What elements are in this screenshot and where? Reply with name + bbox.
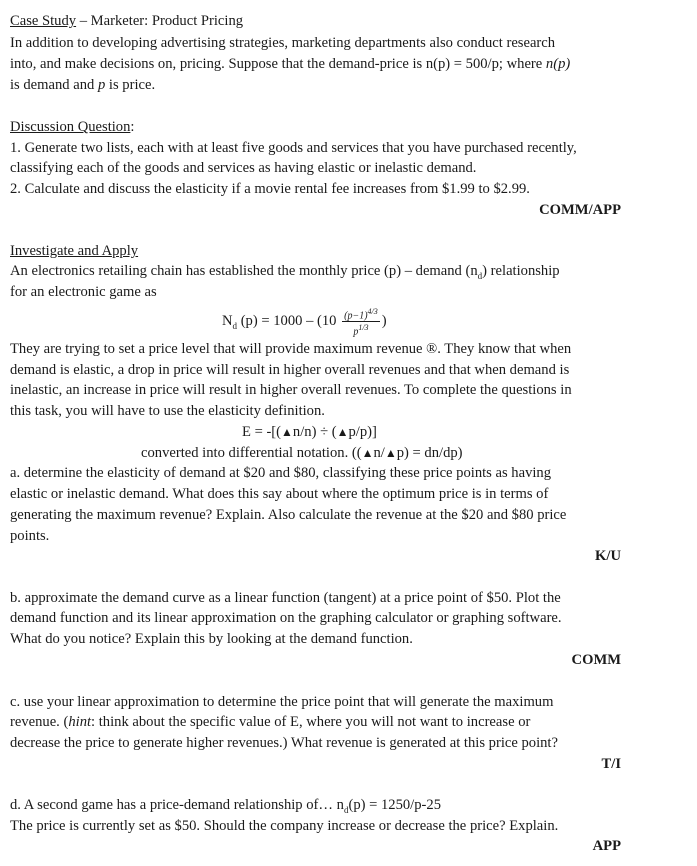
part-a-tag: K/U — [595, 548, 621, 564]
investigate-line-1-sub: d — [477, 270, 483, 281]
investigate-heading-text: Investigate and Apply — [10, 243, 139, 259]
intro-line-3c: is price. — [105, 77, 156, 93]
formula-num-text: (p−1) — [344, 310, 368, 322]
part-c-line-2c: : think about the specific value of E, where you will not want to increase or — [91, 714, 531, 730]
formula-num-exp: 4/3 — [367, 307, 378, 316]
demand-formula — [222, 306, 387, 338]
formula-n: N — [222, 313, 233, 330]
delta-triangle-icon: ▲ — [281, 425, 293, 439]
discussion-heading-colon: : — [130, 119, 135, 135]
part-d-sub: d — [343, 804, 349, 815]
delta-triangle-icon: ▲ — [336, 425, 349, 439]
intro-npfunc: n(p) — [545, 56, 571, 72]
investigate-para-2: demand is elastic, a drop in price will result in higher overall revenues and that when demand is — [10, 362, 570, 378]
formula-sub: d — [232, 321, 238, 332]
part-c-hint: hint — [68, 714, 92, 730]
converted-c: p) = dn/dp) — [396, 445, 463, 461]
elasticity-formula — [242, 423, 377, 441]
discussion-heading-text: Discussion Question — [10, 119, 131, 135]
intro-line-2-text: into, and make decisions on, pricing. Suppose that the demand-price is n(p) = 500/p; where — [10, 56, 546, 72]
investigate-line-1b: ) relationship — [482, 263, 560, 279]
elasticity-b: n/n) ÷ ( — [292, 424, 337, 440]
intro-line-1: In addition to developing advertising strategies, marketing departments also conduct research — [10, 35, 556, 51]
part-c-line-2 — [10, 713, 530, 731]
investigate-para-1: They are trying to set a price level that will provide maximum revenue ®. They know that when — [10, 341, 572, 357]
formula-denominator — [342, 322, 380, 337]
part-c-tag: T/I — [601, 756, 621, 772]
part-b-tag: COMM — [571, 652, 621, 668]
investigate-heading — [10, 242, 138, 260]
intro-line-3 — [10, 76, 155, 94]
intro-p-var: p — [97, 77, 106, 93]
formula-body: (p) = 1000 – (10 — [237, 313, 341, 330]
part-a-line-1: a. determine the elasticity of demand at $20 and $80, classifying these price points as having — [10, 465, 552, 481]
elasticity-a: E = -[( — [242, 424, 282, 440]
converted-b: n/ — [373, 445, 385, 461]
discussion-item-1-line-1: 1. Generate two lists, each with at least five goods and services that you have purchased recently, — [10, 140, 577, 156]
formula-den-text: p — [353, 326, 359, 338]
discussion-item-1-line-2: classifying each of the goods and services as having elastic or inelastic demand. — [10, 160, 477, 176]
investigate-para-3: inelastic, an increase in price will result in higher overall revenues. To complete the questions in — [10, 382, 572, 398]
discussion-heading — [10, 118, 134, 136]
discussion-tag: COMM/APP — [539, 202, 621, 218]
converted-a: converted into differential notation. (( — [141, 445, 362, 461]
part-d-line-1a: d. A second game has a price-demand relationship of… n — [10, 797, 344, 813]
part-d-line-1 — [10, 796, 441, 819]
investigate-line-1 — [10, 262, 560, 285]
part-b-line-2: demand function and its linear approximation on the graphing calculator or graphing software. — [10, 610, 562, 626]
part-b-line-3: What do you notice? Explain this by looking at the demand function. — [10, 631, 413, 647]
part-c-line-2a: revenue. ( — [10, 714, 69, 730]
intro-line-3a: is demand and — [10, 77, 98, 93]
intro-line-2 — [10, 55, 570, 73]
part-d-line-1b: (p) = 1250/p-25 — [348, 797, 441, 813]
part-a-line-2: elastic or inelastic demand. What does this say about where the optimum price is in terms of — [10, 486, 549, 502]
part-d-tag: APP — [592, 838, 621, 854]
formula-fraction — [342, 306, 380, 338]
delta-triangle-icon: ▲ — [361, 446, 374, 460]
part-a-line-4: points. — [10, 528, 50, 544]
elasticity-c: p/p)] — [348, 424, 377, 440]
part-c-line-1: c. use your linear approximation to determine the price point that will generate the maximum — [10, 694, 554, 710]
part-d-line-2: The price is currently set as $50. Should the company increase or decrease the price? Explain. — [10, 818, 559, 834]
discussion-item-2: 2. Calculate and discuss the elasticity if a movie rental fee increases from $1.99 to $2.99. — [10, 181, 530, 197]
formula-numerator — [342, 306, 380, 322]
investigate-para-4: this task, you will have to use the elasticity definition. — [10, 403, 325, 419]
part-b-line-1: b. approximate the demand curve as a linear function (tangent) at a price point of $50. Plot the — [10, 590, 561, 606]
formula-close: ) — [381, 313, 387, 330]
case-study-label: Case Study — [10, 13, 77, 29]
delta-triangle-icon: ▲ — [384, 446, 397, 460]
part-c-line-3: decrease the price to generate higher revenues.) What revenue is generated at this price point? — [10, 735, 558, 751]
part-a-line-3: generating the maximum revenue? Explain. Also calculate the revenue at the $20 and $80 price — [10, 507, 567, 523]
differential-notation — [141, 444, 463, 462]
investigate-line-1a: An electronics retailing chain has established the monthly price (p) – demand (n — [10, 263, 478, 279]
formula-den-exp: 1/3 — [358, 323, 369, 333]
investigate-line-2: for an electronic game as — [10, 284, 157, 300]
case-study-title — [10, 12, 243, 30]
case-study-subtitle: – Marketer: Product Pricing — [76, 13, 244, 29]
